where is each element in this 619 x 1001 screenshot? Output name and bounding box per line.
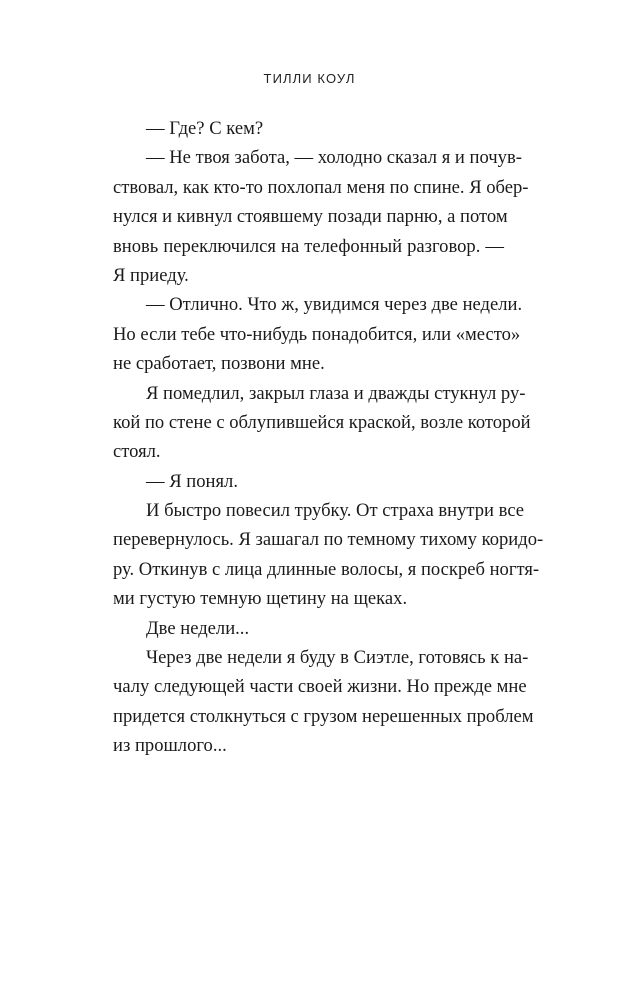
- text-line: вновь переключился на телефонный разговор. —: [113, 235, 504, 257]
- text-line: Две недели...: [146, 617, 250, 639]
- text-line: придется столкнуться с грузом нерешенных проблем: [113, 705, 534, 727]
- text-line: перевернулось. Я зашагал по темному тихому коридо-: [113, 529, 544, 551]
- text-line: И быстро повесил трубку. От страха внутри все: [146, 500, 525, 522]
- text-line: ствовал, как кто-то похлопал меня по спине. Я обер-: [113, 176, 529, 198]
- text-line: нулся и кивнул стоявшему позади парню, а потом: [113, 206, 508, 228]
- text-line: — Не твоя забота, — холодно сказал я и почув-: [146, 147, 522, 169]
- text-line: — Я понял.: [146, 470, 238, 492]
- text-line: кой по стене с облупившейся краской, возле которой: [113, 411, 531, 433]
- text-line: Я помедлил, закрыл глаза и дважды стукнул ру-: [146, 382, 526, 404]
- text-line: — Где? С кем?: [146, 118, 264, 139]
- text-line: Я приеду.: [113, 264, 189, 286]
- text-line: — Отлично. Что ж, увидимся через две недели.: [146, 294, 523, 316]
- text-line: Но если тебе что-нибудь понадобится, или «место»: [113, 323, 521, 345]
- text-line: чалу следующей части своей жизни. Но прежде мне: [113, 676, 527, 698]
- text-line: ру. Откинув с лица длинные волосы, я поскреб ногтя-: [113, 558, 540, 580]
- text-line: стоял.: [113, 441, 161, 463]
- text-line: из прошлого...: [113, 735, 227, 757]
- body-text: [113, 114, 544, 761]
- text-line: не сработает, позвони мне.: [113, 353, 325, 375]
- text-line: Через две недели я буду в Сиэтле, готовясь к на-: [146, 647, 529, 669]
- running-header: ТИЛЛИ КОУЛ: [263, 71, 356, 86]
- text-line: ми густую темную щетину на щеках.: [113, 588, 408, 610]
